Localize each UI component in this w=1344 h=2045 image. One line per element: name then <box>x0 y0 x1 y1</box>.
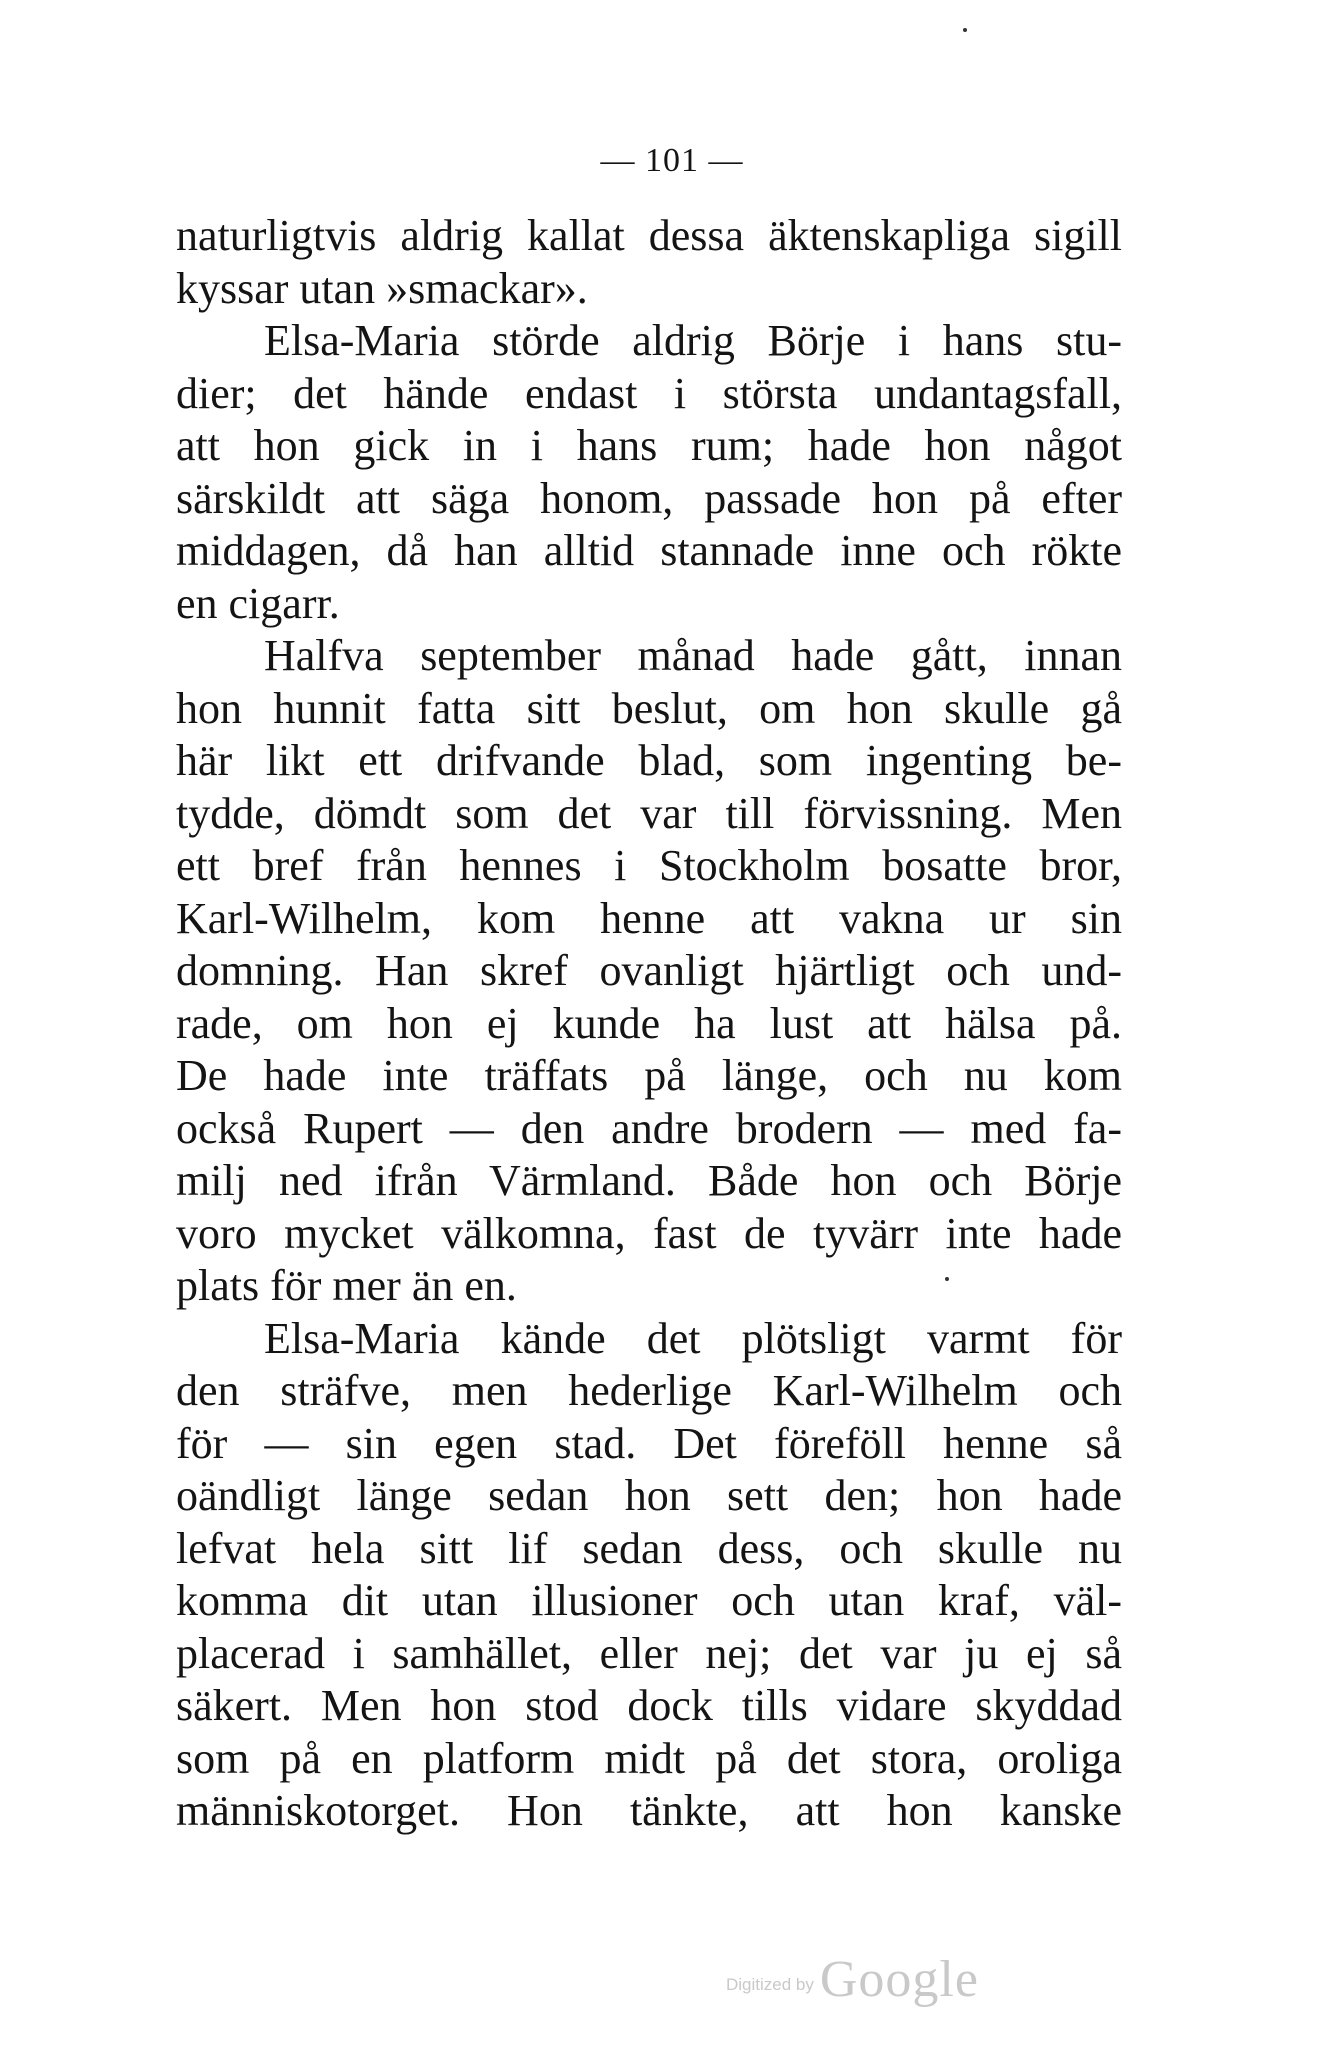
body-text <box>176 210 1122 1838</box>
text-line: människotorget. Hon tänkte, att hon kanske <box>176 1786 1122 1835</box>
paragraph-start-line: Elsa-Maria störde aldrig Börje i hans stu- <box>264 316 1122 365</box>
text-line: voro mycket välkomna, fast de tyvärr inte hade <box>176 1208 1122 1258</box>
text-line: tydde, dömdt som det var till förvissning. Men <box>176 788 1122 838</box>
print-speck <box>945 1277 949 1281</box>
text-line: här likt ett drifvande blad, som ingenting be- <box>176 736 1122 785</box>
text-line: placerad i samhället, eller nej; det var ju ej så <box>176 1628 1122 1678</box>
text-line: rade, om hon ej kunde ha lust att hälsa på. <box>176 998 1122 1048</box>
text-line: säkert. Men hon stod dock tills vidare skyddad <box>176 1681 1122 1730</box>
text-line: som på en platform midt på det stora, oroliga <box>176 1733 1122 1783</box>
text-line: lefvat hela sitt lif sedan dess, och skulle nu <box>176 1523 1122 1573</box>
paragraph-start-line: Elsa-Maria kände det plötsligt varmt för <box>264 1313 1122 1363</box>
paragraph-start-line: Halfva september månad hade gått, innan <box>264 631 1122 680</box>
text-line: middagen, då han alltid stannade inne och rökte <box>176 526 1122 575</box>
text-line: ett bref från hennes i Stockholm bosatte bror, <box>176 841 1122 890</box>
text-line: dier; det hände endast i största undantagsfall, <box>176 368 1122 418</box>
text-line: Karl-Wilhelm, kom henne att vakna ur sin <box>176 893 1122 943</box>
text-line: oändligt länge sedan hon sett den; hon hade <box>176 1471 1122 1520</box>
text-line: att hon gick in i hans rum; hade hon något <box>176 421 1122 470</box>
page-number: — 101 — <box>600 142 744 179</box>
text-line: De hade inte träffats på länge, och nu kom <box>176 1051 1122 1100</box>
text-line: för — sin egen stad. Det föreföll henne så <box>176 1418 1122 1468</box>
digitized-watermark <box>726 1950 979 2009</box>
watermark-prefix: Digitized by <box>726 1975 814 1994</box>
print-speck <box>963 28 967 32</box>
google-logo: Google <box>819 1951 979 2008</box>
text-line: särskildt att säga honom, passade hon på efter <box>176 473 1122 523</box>
text-line: milj ned ifrån Värmland. Både hon och Börje <box>176 1156 1122 1205</box>
text-line: komma dit utan illusioner och utan kraf, väl- <box>176 1576 1122 1625</box>
text-line: också Rupert — den andre brodern — med fa- <box>176 1103 1122 1153</box>
text-line: hon hunnit fatta sitt beslut, om hon skulle gå <box>176 683 1122 733</box>
text-line: kyssar utan »smackar». <box>176 263 588 313</box>
text-line: den sträfve, men hederlige Karl-Wilhelm och <box>176 1366 1122 1415</box>
text-line: en cigarr. <box>176 578 340 628</box>
text-line: naturligtvis aldrig kallat dessa äktenskapliga sigill <box>176 211 1122 260</box>
text-line: plats för mer än en. <box>176 1261 517 1310</box>
text-line: domning. Han skref ovanligt hjärtligt och und- <box>176 946 1122 995</box>
